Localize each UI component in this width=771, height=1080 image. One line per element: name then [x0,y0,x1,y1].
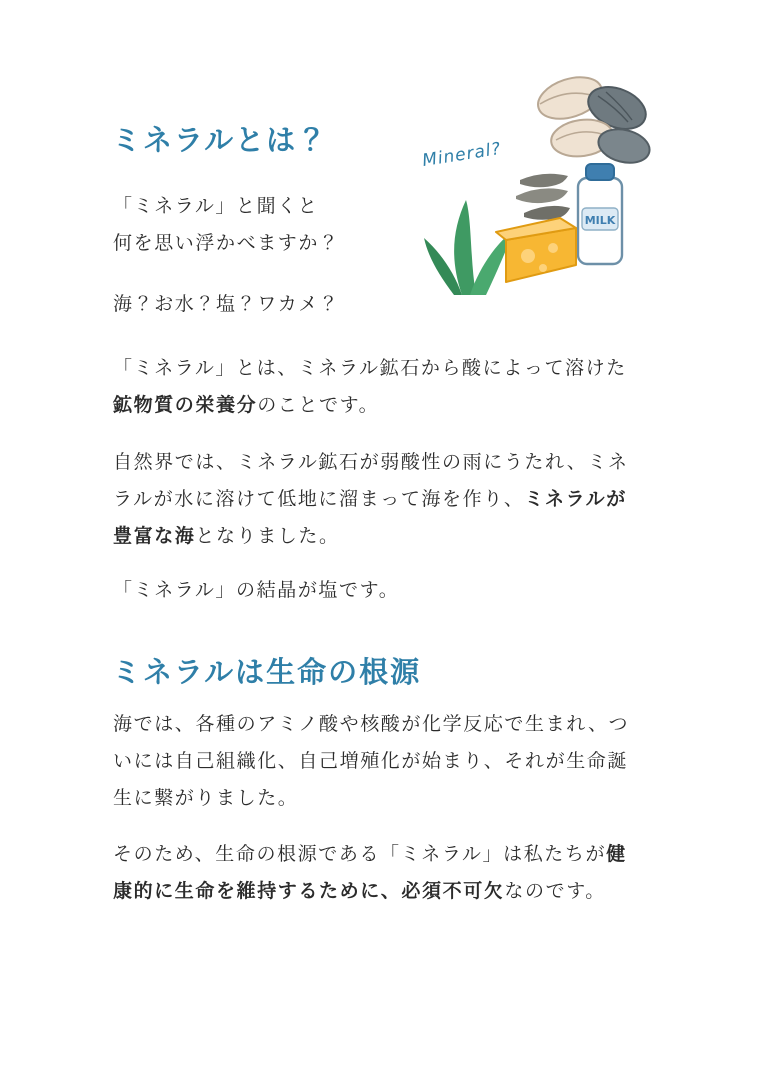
seaweed-icon [424,200,514,295]
dried-sardines-icon [516,174,570,220]
paragraph-2: 海？お水？塩？ワカメ？ [113,294,340,315]
milk-bottle-label: MILK [584,214,616,227]
mineral-illustration [410,60,655,325]
section-title-1: ミネラルとは？ [112,123,329,157]
section-title-2: ミネラルは生命の根源 [112,655,422,689]
illustration-svg [410,60,655,325]
cheese-icon [496,218,576,282]
handwritten-label: Mineral? [420,138,503,172]
paragraph-7: そのため、生命の根源である「ミネラル」は私たちが健康的に生命を維持するために、必須不可欠なのです。 [113,844,627,903]
paragraph-6: 海では、各種のアミノ酸や核酸が化学反応で生まれ、ついには自己組織化、自己増殖化が始まり、それが生命誕生に繋がりました。 [113,714,630,810]
milk-bottle-icon [578,164,622,264]
paragraph-5: 「ミネラル」の結晶が塩です。 [113,580,400,601]
paragraph-1: 「ミネラル」と聞くと 何を思い浮かべますか？ [113,196,340,255]
paragraph-4: 自然界では、ミネラル鉱石が弱酸性の雨にうたれ、ミネラルが水に溶けて低地に溜まって海を作り、ミネラルが豊富な海となりました。 [113,452,629,548]
paragraph-3: 「ミネラル」とは、ミネラル鉱石から酸によって溶けた鉱物質の栄養分のことです。 [113,358,627,417]
